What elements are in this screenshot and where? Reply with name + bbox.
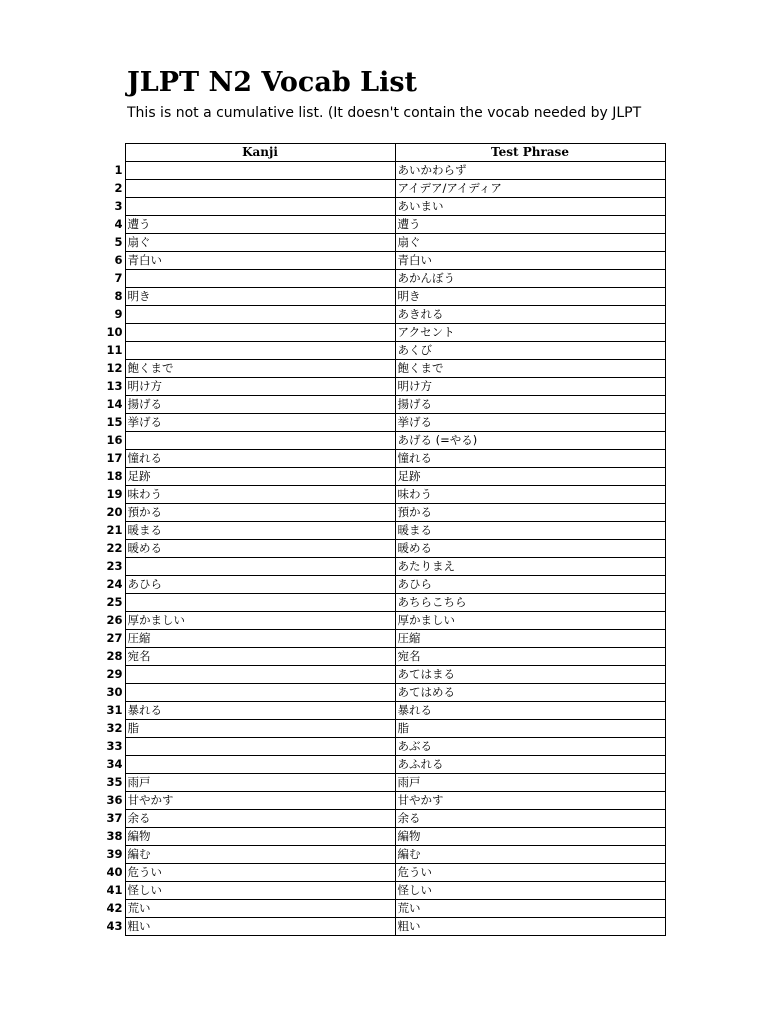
test-phrase-cell: あくび (395, 342, 665, 360)
row-number: 2 (95, 180, 125, 198)
kanji-cell: 暖める (125, 540, 395, 558)
kanji-cell (125, 756, 395, 774)
kanji-cell: 遭う (125, 216, 395, 234)
kanji-cell (125, 324, 395, 342)
kanji-cell: 粗い (125, 918, 395, 936)
kanji-cell: 甘やかす (125, 792, 395, 810)
table-row (95, 828, 665, 846)
table-row (95, 738, 665, 756)
row-number: 30 (95, 684, 125, 702)
test-phrase-cell: 味わう (395, 486, 665, 504)
kanji-cell: 挙げる (125, 414, 395, 432)
row-number: 13 (95, 378, 125, 396)
row-number: 24 (95, 576, 125, 594)
test-phrase-cell: 遭う (395, 216, 665, 234)
test-phrase-cell: 青白い (395, 252, 665, 270)
table-row (95, 504, 665, 522)
table-row (95, 252, 665, 270)
table-row (95, 918, 665, 936)
kanji-cell: 暖まる (125, 522, 395, 540)
row-number: 33 (95, 738, 125, 756)
test-phrase-cell: 危うい (395, 864, 665, 882)
kanji-cell (125, 180, 395, 198)
row-number: 38 (95, 828, 125, 846)
table-row (95, 666, 665, 684)
table-row (95, 720, 665, 738)
test-phrase-cell: 厚かましい (395, 612, 665, 630)
row-number: 7 (95, 270, 125, 288)
test-phrase-cell: 荒い (395, 900, 665, 918)
kanji-cell: 明き (125, 288, 395, 306)
table-row (95, 216, 665, 234)
kanji-cell (125, 198, 395, 216)
kanji-cell: 危うい (125, 864, 395, 882)
table-row (95, 792, 665, 810)
column-header-test-phrase: Test Phrase (395, 144, 665, 162)
table-row (95, 396, 665, 414)
row-number: 28 (95, 648, 125, 666)
kanji-cell: あひら (125, 576, 395, 594)
table-row (95, 306, 665, 324)
table-row (95, 324, 665, 342)
row-number: 25 (95, 594, 125, 612)
test-phrase-cell: あちらこちら (395, 594, 665, 612)
kanji-cell: 青白い (125, 252, 395, 270)
kanji-cell (125, 342, 395, 360)
row-number: 3 (95, 198, 125, 216)
test-phrase-cell: あたりまえ (395, 558, 665, 576)
row-number: 21 (95, 522, 125, 540)
table-row (95, 684, 665, 702)
table-row (95, 540, 665, 558)
row-number: 17 (95, 450, 125, 468)
row-number: 4 (95, 216, 125, 234)
row-number: 12 (95, 360, 125, 378)
test-phrase-cell: 暖まる (395, 522, 665, 540)
table-row (95, 198, 665, 216)
row-number: 5 (95, 234, 125, 252)
row-number: 26 (95, 612, 125, 630)
test-phrase-cell: 暖める (395, 540, 665, 558)
table-row (95, 756, 665, 774)
test-phrase-cell: 雨戸 (395, 774, 665, 792)
table-row (95, 486, 665, 504)
table-row (95, 594, 665, 612)
test-phrase-cell: 憧れる (395, 450, 665, 468)
test-phrase-cell: あふれる (395, 756, 665, 774)
table-row (95, 612, 665, 630)
row-number: 41 (95, 882, 125, 900)
table-row (95, 378, 665, 396)
kanji-cell: 揚げる (125, 396, 395, 414)
kanji-cell (125, 738, 395, 756)
row-number: 19 (95, 486, 125, 504)
row-number: 34 (95, 756, 125, 774)
row-number: 22 (95, 540, 125, 558)
test-phrase-cell: 編む (395, 846, 665, 864)
table-row (95, 360, 665, 378)
kanji-cell: 扇ぐ (125, 234, 395, 252)
row-number: 35 (95, 774, 125, 792)
table-row (95, 342, 665, 360)
kanji-cell: 厚かましい (125, 612, 395, 630)
test-phrase-cell: 明け方 (395, 378, 665, 396)
vocab-table-body (95, 162, 665, 936)
test-phrase-cell: 圧縮 (395, 630, 665, 648)
page-title: JLPT N2 Vocab List (127, 67, 418, 98)
kanji-cell (125, 594, 395, 612)
row-number: 36 (95, 792, 125, 810)
test-phrase-cell: あいかわらず (395, 162, 665, 180)
kanji-cell: 脂 (125, 720, 395, 738)
row-number: 39 (95, 846, 125, 864)
table-row (95, 558, 665, 576)
row-number: 8 (95, 288, 125, 306)
row-number: 32 (95, 720, 125, 738)
row-number: 20 (95, 504, 125, 522)
row-number: 1 (95, 162, 125, 180)
test-phrase-cell: アクセント (395, 324, 665, 342)
table-row (95, 810, 665, 828)
table-row (95, 432, 665, 450)
row-number: 37 (95, 810, 125, 828)
test-phrase-cell: あきれる (395, 306, 665, 324)
table-row (95, 900, 665, 918)
kanji-cell: 飽くまで (125, 360, 395, 378)
table-row (95, 774, 665, 792)
kanji-cell (125, 270, 395, 288)
row-number: 18 (95, 468, 125, 486)
kanji-cell: 余る (125, 810, 395, 828)
test-phrase-cell: あてはまる (395, 666, 665, 684)
test-phrase-cell: あひら (395, 576, 665, 594)
row-number: 16 (95, 432, 125, 450)
kanji-cell: 宛名 (125, 648, 395, 666)
kanji-cell: 足跡 (125, 468, 395, 486)
kanji-cell: 預かる (125, 504, 395, 522)
row-number: 29 (95, 666, 125, 684)
row-number: 10 (95, 324, 125, 342)
kanji-cell (125, 684, 395, 702)
kanji-cell: 雨戸 (125, 774, 395, 792)
test-phrase-cell: あてはめる (395, 684, 665, 702)
table-row (95, 270, 665, 288)
test-phrase-cell: アイデア/アイディア (395, 180, 665, 198)
table-row (95, 288, 665, 306)
test-phrase-cell: 余る (395, 810, 665, 828)
test-phrase-cell: 明き (395, 288, 665, 306)
test-phrase-cell: 飽くまで (395, 360, 665, 378)
test-phrase-cell: 暴れる (395, 702, 665, 720)
kanji-cell (125, 666, 395, 684)
test-phrase-cell: 甘やかす (395, 792, 665, 810)
kanji-cell (125, 306, 395, 324)
vocab-table (95, 143, 666, 936)
table-row (95, 450, 665, 468)
kanji-cell: 怪しい (125, 882, 395, 900)
row-number: 42 (95, 900, 125, 918)
test-phrase-cell: 宛名 (395, 648, 665, 666)
kanji-cell: 明け方 (125, 378, 395, 396)
test-phrase-cell: 揚げる (395, 396, 665, 414)
row-number: 27 (95, 630, 125, 648)
test-phrase-cell: 編物 (395, 828, 665, 846)
test-phrase-cell: 足跡 (395, 468, 665, 486)
test-phrase-cell: あげる (=やる) (395, 432, 665, 450)
table-row (95, 234, 665, 252)
column-header-number (95, 144, 125, 162)
row-number: 15 (95, 414, 125, 432)
table-row (95, 576, 665, 594)
kanji-cell (125, 432, 395, 450)
test-phrase-cell: 粗い (395, 918, 665, 936)
row-number: 9 (95, 306, 125, 324)
kanji-cell: 味わう (125, 486, 395, 504)
table-row (95, 630, 665, 648)
table-row (95, 180, 665, 198)
table-row (95, 414, 665, 432)
test-phrase-cell: あぶる (395, 738, 665, 756)
table-row (95, 648, 665, 666)
test-phrase-cell: 扇ぐ (395, 234, 665, 252)
column-header-kanji: Kanji (125, 144, 395, 162)
kanji-cell: 荒い (125, 900, 395, 918)
table-row (95, 702, 665, 720)
test-phrase-cell: あいまい (395, 198, 665, 216)
table-row (95, 882, 665, 900)
kanji-cell (125, 558, 395, 576)
kanji-cell: 憧れる (125, 450, 395, 468)
kanji-cell: 暴れる (125, 702, 395, 720)
kanji-cell: 編む (125, 846, 395, 864)
table-row (95, 846, 665, 864)
table-row (95, 162, 665, 180)
table-header-row (95, 144, 665, 162)
table-row (95, 522, 665, 540)
page-subtitle: This is not a cumulative list. (It doesn't contain the vocab needed by JLPT (127, 105, 642, 121)
row-number: 23 (95, 558, 125, 576)
test-phrase-cell: 脂 (395, 720, 665, 738)
test-phrase-cell: あかんぼう (395, 270, 665, 288)
row-number: 31 (95, 702, 125, 720)
kanji-cell (125, 162, 395, 180)
row-number: 11 (95, 342, 125, 360)
row-number: 40 (95, 864, 125, 882)
row-number: 43 (95, 918, 125, 936)
test-phrase-cell: 預かる (395, 504, 665, 522)
kanji-cell: 圧縮 (125, 630, 395, 648)
kanji-cell: 編物 (125, 828, 395, 846)
row-number: 14 (95, 396, 125, 414)
test-phrase-cell: 怪しい (395, 882, 665, 900)
row-number: 6 (95, 252, 125, 270)
table-row (95, 468, 665, 486)
test-phrase-cell: 挙げる (395, 414, 665, 432)
table-row (95, 864, 665, 882)
